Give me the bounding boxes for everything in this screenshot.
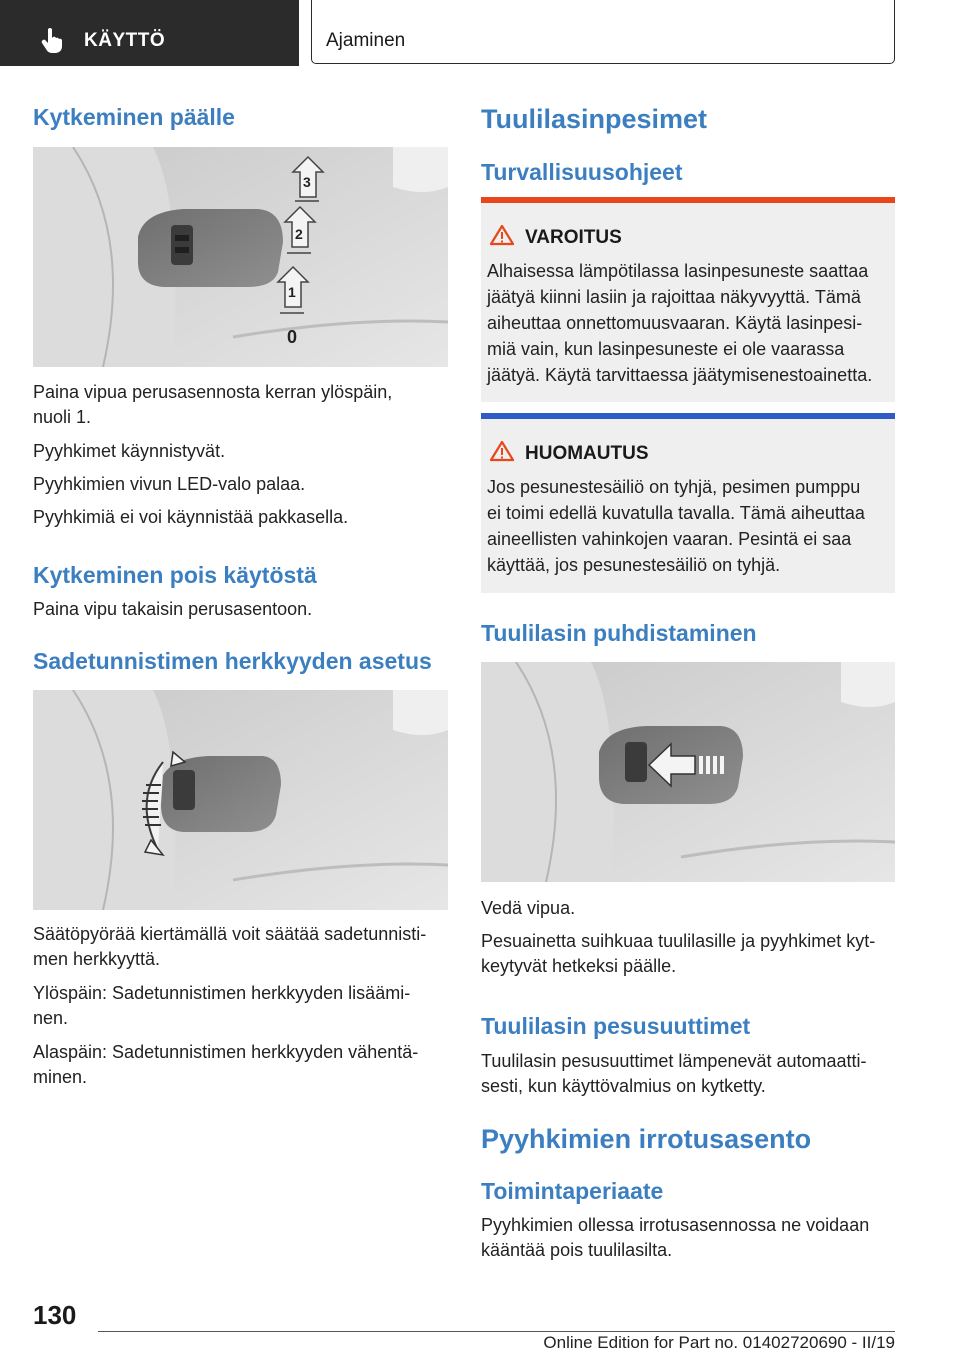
chapter-tab-label: KÄYTTÖ: [84, 30, 166, 51]
paragraph-principle-b: kääntää pois tuulilasilta.: [481, 1240, 673, 1260]
notice-line: ei toimi edellä kuvatulla tavalla. Tämä aiheuttaa: [487, 503, 865, 523]
figure-wiper-lever-positions: [33, 147, 448, 367]
heading-safety: Turvallisuusohjeet: [481, 159, 683, 185]
heading-switch-on: Kytkeminen päälle: [33, 104, 235, 130]
paragraph-switch-on-3: Pyyhkimien vivun LED-valo palaa.: [33, 474, 306, 494]
heading-clean: Tuulilasin puhdistaminen: [481, 620, 757, 646]
warning-line: aiheuttaa onnettomuusvaaran. Käytä lasinpesi‐: [487, 313, 863, 333]
paragraph-nozzles-a: Tuulilasin pesusuuttimet lämpenevät automaatti‐: [481, 1051, 867, 1071]
paragraph-switch-on-1: Paina vipua perusasennosta kerran ylöspäin,: [33, 382, 393, 402]
paragraph-sensor-1b: men herkkyyttä.: [33, 949, 161, 969]
paragraph-switch-off: Paina vipu takaisin perusasentoon.: [33, 599, 313, 619]
paragraph-clean-1: Vedä vipua.: [481, 898, 576, 918]
paragraph-clean-2a: Pesuainetta suihkuaa tuulilasille ja pyyhkimet kyt‐: [481, 931, 876, 951]
notice-line: Jos pesunestesäiliö on tyhjä, pesimen pumppu: [487, 477, 861, 497]
hand-pointer-icon: [40, 27, 66, 53]
warning-box: [481, 197, 895, 402]
notice-line: käyttää, jos pesunestesäiliö on tyhjä.: [487, 555, 781, 575]
warning-triangle-icon: [489, 224, 515, 246]
notice-triangle-icon: [489, 440, 515, 462]
heading-nozzles: Tuulilasin pesusuuttimet: [481, 1013, 751, 1039]
paragraph-sensor-3b: minen.: [33, 1067, 88, 1087]
paragraph-sensor-3a: Alaspäin: Sadetunnistimen herkkyyden vähentä‐: [33, 1042, 419, 1062]
heading-release-position: Pyyhkimien irrotusasento: [481, 1124, 812, 1154]
figure-rain-sensor-wheel: [33, 690, 448, 910]
wiper-lever-illustration: [33, 147, 448, 367]
heading-switch-off: Kytkeminen pois käytöstä: [33, 562, 317, 588]
lever-position-3-label: 3: [303, 174, 311, 190]
paragraph-sensor-1a: Säätöpyörää kiertämällä voit säätää sadetunnisti‐: [33, 924, 427, 944]
notice-box: [481, 413, 895, 593]
warning-bar: [481, 197, 895, 203]
notice-title: HUOMAUTUS: [525, 443, 649, 464]
footer-edition: Online Edition for Part no. 01402720690 - II/19: [543, 1333, 895, 1352]
rain-sensor-illustration: [33, 690, 448, 910]
warning-line: Alhaisessa lämpötilassa lasinpesuneste saattaa: [487, 261, 869, 281]
notice-bar: [481, 413, 895, 419]
heading-washers: Tuulilasinpesimet: [481, 104, 708, 134]
page-number: 130: [33, 1300, 77, 1330]
lever-position-2-label: 2: [295, 226, 303, 242]
heading-principle: Toimintaperiaate: [481, 1178, 664, 1204]
paragraph-sensor-2a: Ylöspäin: Sadetunnistimen herkkyyden lisäämi‐: [33, 983, 411, 1003]
paragraph-switch-on-4: Pyyhkimiä ei voi käynnistää pakkasella.: [33, 507, 349, 527]
paragraph-switch-on-1b: nuoli 1.: [33, 407, 92, 427]
section-label: Ajaminen: [326, 30, 406, 51]
warning-line: miä vain, kun lasinpesuneste ei ole vaarassa: [487, 339, 845, 359]
figure-windscreen-cleaning: [481, 662, 895, 882]
chapter-tab[interactable]: [0, 0, 299, 66]
warning-text: [487, 258, 891, 388]
paragraph-clean-2b: keytyvät hetkeksi päälle.: [481, 956, 677, 976]
warning-title: VAROITUS: [525, 227, 622, 248]
footer-divider: [98, 1331, 895, 1332]
notice-text: [487, 474, 891, 578]
heading-rain-sensor: Sadetunnistimen herkkyyden asetus: [33, 648, 432, 674]
paragraph-switch-on-2: Pyyhkimet käynnistyvät.: [33, 441, 226, 461]
paragraph-sensor-2b: nen.: [33, 1008, 69, 1028]
lever-position-0-label: 0: [287, 327, 298, 347]
notice-line: aineellisten vahinkojen vaaran. Pesintä ei saa: [487, 529, 852, 549]
windscreen-cleaning-illustration: [481, 662, 895, 882]
warning-line: jäätyä kiinni lasiin ja rajoittaa näkyvyyttä. Tämä: [487, 287, 861, 307]
page-header: [0, 0, 960, 66]
lever-position-1-label: 1: [288, 284, 296, 300]
warning-line: jäätyä. Käytä tarvittaessa jäätymisenestoainetta.: [487, 365, 873, 385]
paragraph-principle-a: Pyyhkimien ollessa irrotusasennossa ne voidaan: [481, 1215, 870, 1235]
section-box: [311, 0, 895, 64]
paragraph-nozzles-b: sesti, kun käyttövalmius on kytketty.: [481, 1076, 766, 1096]
